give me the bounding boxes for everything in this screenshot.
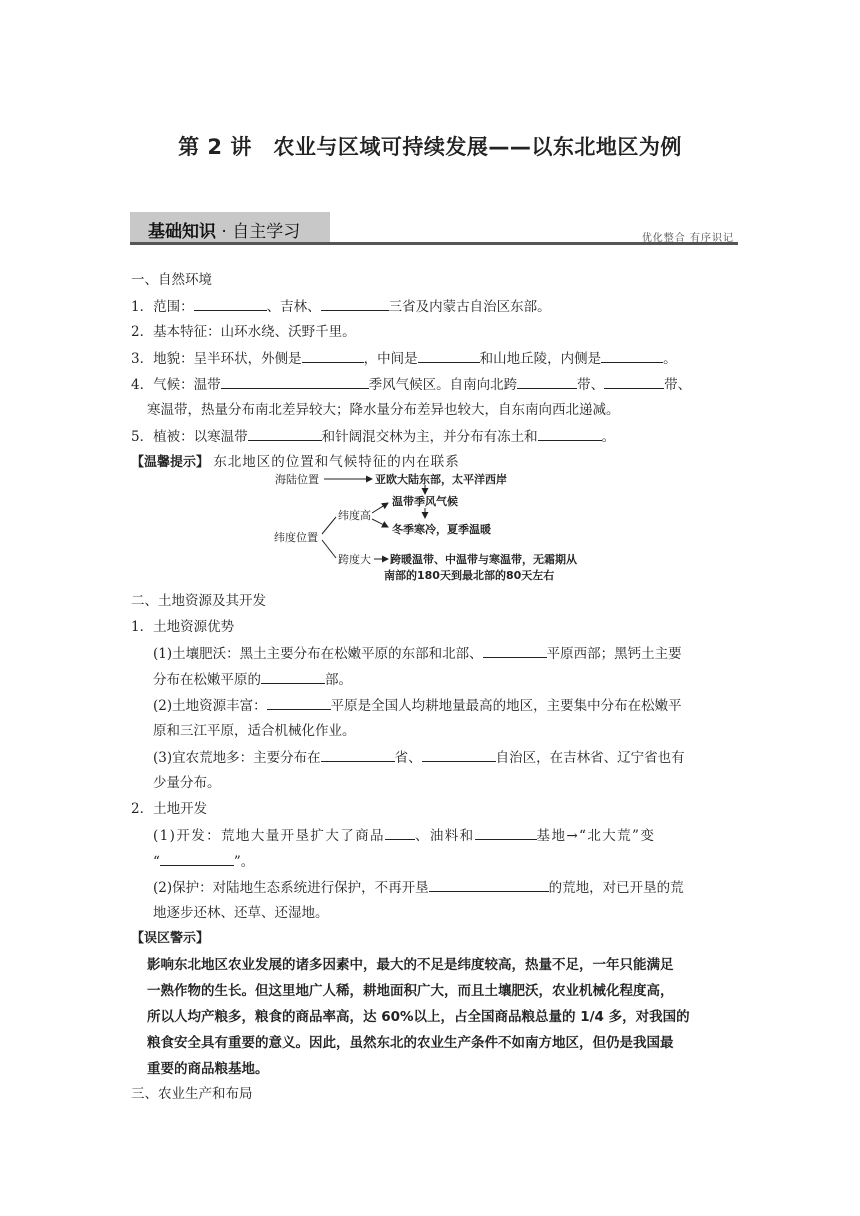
text-segment: 带、 <box>664 377 692 393</box>
item-5 <box>131 426 615 447</box>
text-segment: 季风气候区。自南向北跨 <box>368 377 518 393</box>
fill-blank[interactable] <box>604 374 664 389</box>
warning-tag <box>131 928 209 949</box>
item-2: 2．基本特征：山环水绕、沃野千里。 <box>131 324 356 340</box>
node-monsoon: 温带季风气候 <box>392 495 458 508</box>
text-segment: 、吉林、 <box>266 299 321 315</box>
fill-blank[interactable] <box>302 348 364 363</box>
warning-line-1: 影响东北地区农业发展的诸多因素中，最大的不足是纬度较高，热量不足，一年只能满足 <box>147 957 674 973</box>
text-segment: 3．地貌：呈半环状，外侧是 <box>131 351 302 367</box>
branch-latitude-down <box>322 540 336 558</box>
arrow-high-lat-down <box>372 519 388 527</box>
section-sub-label: 自主学习 <box>232 222 301 242</box>
tip-text: 东北地区的位置和气候特征的内在联系 <box>213 454 460 470</box>
fill-blank[interactable] <box>321 296 389 311</box>
fill-blank[interactable] <box>321 747 395 762</box>
p3-line-2: 少量分布。 <box>153 775 221 791</box>
item-1 <box>131 296 551 317</box>
text-segment: 1．范围： <box>131 299 194 315</box>
text-segment: ”。 <box>233 854 255 870</box>
part1-heading: 一、自然环境 <box>131 272 212 288</box>
fill-blank[interactable] <box>538 426 602 441</box>
p1-line-1 <box>153 643 682 664</box>
page-title: 第 2 讲 农业与区域可持续发展——以东北地区为例 <box>178 135 682 159</box>
section-label <box>148 217 300 242</box>
fill-blank[interactable] <box>517 374 577 389</box>
part3-heading: 三、农业生产和布局 <box>131 1086 253 1102</box>
branch-latitude-up <box>322 517 336 534</box>
text-segment: (1)土壤肥沃：黑土主要分布在松嫩平原的东部和北部、 <box>153 646 483 662</box>
text-segment: 平原西部；黑钙土主要 <box>546 646 682 662</box>
text-segment: 。 <box>601 429 616 445</box>
text-segment: (3)宜农荒地多：主要分布在 <box>153 750 321 766</box>
fill-blank[interactable] <box>221 374 369 389</box>
arrow-high-lat-up <box>372 503 388 513</box>
section-right-label: 优化整合 有序识记 <box>641 233 734 244</box>
part2-heading: 二、土地资源及其开发 <box>131 593 266 609</box>
node-zones-2: 南部的180天到最北部的80天左右 <box>384 569 555 582</box>
text-segment: 分布在松嫩平原的 <box>153 672 261 688</box>
node-latitude: 纬度位置 <box>274 531 318 544</box>
fill-blank[interactable] <box>475 825 537 840</box>
text-segment: 省、 <box>394 750 422 766</box>
item-3 <box>131 348 677 369</box>
fill-blank[interactable] <box>385 825 415 840</box>
warning-line-5: 重要的商品粮基地。 <box>147 1061 269 1077</box>
fill-blank[interactable] <box>261 669 325 684</box>
text-segment: 带、 <box>577 377 605 393</box>
text-segment: (1)开发：荒地大量开垦扩大了商品 <box>153 828 385 844</box>
text-segment: “ <box>153 854 160 870</box>
warning-line-2: 一熟作物的生长。但这里地广人稀，耕地面积广大，而且土壤肥沃，农业机械化程度高， <box>147 983 674 999</box>
d2-line-1 <box>153 877 684 898</box>
fill-blank[interactable] <box>422 747 496 762</box>
section-header <box>130 212 738 246</box>
section-dot: · <box>221 222 227 242</box>
fill-blank[interactable] <box>194 296 267 311</box>
node-cold: 冬季寒冷，夏季温暖 <box>392 523 491 536</box>
node-sea-land: 海陆位置 <box>275 473 319 486</box>
text-segment: 5．植被：以寒温带 <box>131 429 248 445</box>
text-segment: 和针阔混交林为主，并分布有冻土和 <box>321 429 538 445</box>
part2-sub-1: 1．土地资源优势 <box>131 619 235 635</box>
text-segment: 基地→“北大荒”变 <box>536 828 656 844</box>
p2-line-1 <box>153 695 682 716</box>
fill-blank[interactable] <box>483 643 547 658</box>
text-segment: (2)保护：对陆地生态系统进行保护，不再开垦 <box>153 880 429 896</box>
tip-tag: 【温馨提示】 <box>131 455 210 470</box>
fill-blank[interactable] <box>418 348 480 363</box>
warning-line-4: 粮食安全具有重要的意义。因此，虽然东北的农业生产条件不如南方地区，但仍是我国最 <box>147 1035 674 1051</box>
item-4 <box>131 374 691 395</box>
p2-line-2: 原和三江平原，适合机械化作业。 <box>153 723 356 739</box>
d1-line-2 <box>153 851 254 872</box>
section-bold-label: 基础知识 <box>148 222 216 242</box>
d1-line-1 <box>153 825 655 846</box>
fill-blank[interactable] <box>248 426 322 441</box>
fill-blank[interactable] <box>601 348 663 363</box>
part2-sub-2: 2．土地开发 <box>131 801 208 817</box>
text-segment: 三省及内蒙古自治区东部。 <box>388 299 551 315</box>
fill-blank[interactable] <box>429 877 549 892</box>
text-segment: (2)土地资源丰富： <box>153 698 267 714</box>
text-segment: ，中间是 <box>363 351 418 367</box>
node-pacific: 亚欧大陆东部，太平洋西岸 <box>375 473 507 486</box>
text-segment: 的荒地，对已开垦的荒 <box>548 880 684 896</box>
node-span: 跨度大 <box>338 553 371 566</box>
node-high-lat: 纬度高 <box>338 509 371 522</box>
text-segment: 4．气候：温带 <box>131 377 221 393</box>
text-segment: 和山地丘陵，内侧是 <box>479 351 602 367</box>
text-segment: 部。 <box>325 672 352 688</box>
d2-line-2: 地逐步还林、还草、还湿地。 <box>153 905 329 921</box>
text-segment: 平原是全国人均耕地量最高的地区，主要集中分布在松嫩平 <box>330 698 682 714</box>
item-4-cont: 寒温带，热量分布南北差异较大；降水量分布差异也较大，自东南向西北递减。 <box>147 402 620 418</box>
fill-blank[interactable] <box>160 851 234 866</box>
climate-position-diagram <box>260 466 620 586</box>
text-segment: 。 <box>663 351 677 367</box>
p1-line-2 <box>153 669 352 690</box>
warning-tag-text: 【误区警示】 <box>131 931 210 946</box>
text-segment: 自治区，在吉林省、辽宁省也有 <box>495 750 685 766</box>
fill-blank[interactable] <box>267 695 331 710</box>
text-segment: 、油料和 <box>414 828 475 844</box>
node-zones: 跨暖温带、中温带与寒温带，无霜期从 <box>390 553 577 566</box>
p3-line-1 <box>153 747 685 768</box>
warning-line-3: 所以人均产粮多，粮食的商品率高，达 60%以上，占全国商品粮总量的 1/4 多，对我国的 <box>147 1009 690 1025</box>
